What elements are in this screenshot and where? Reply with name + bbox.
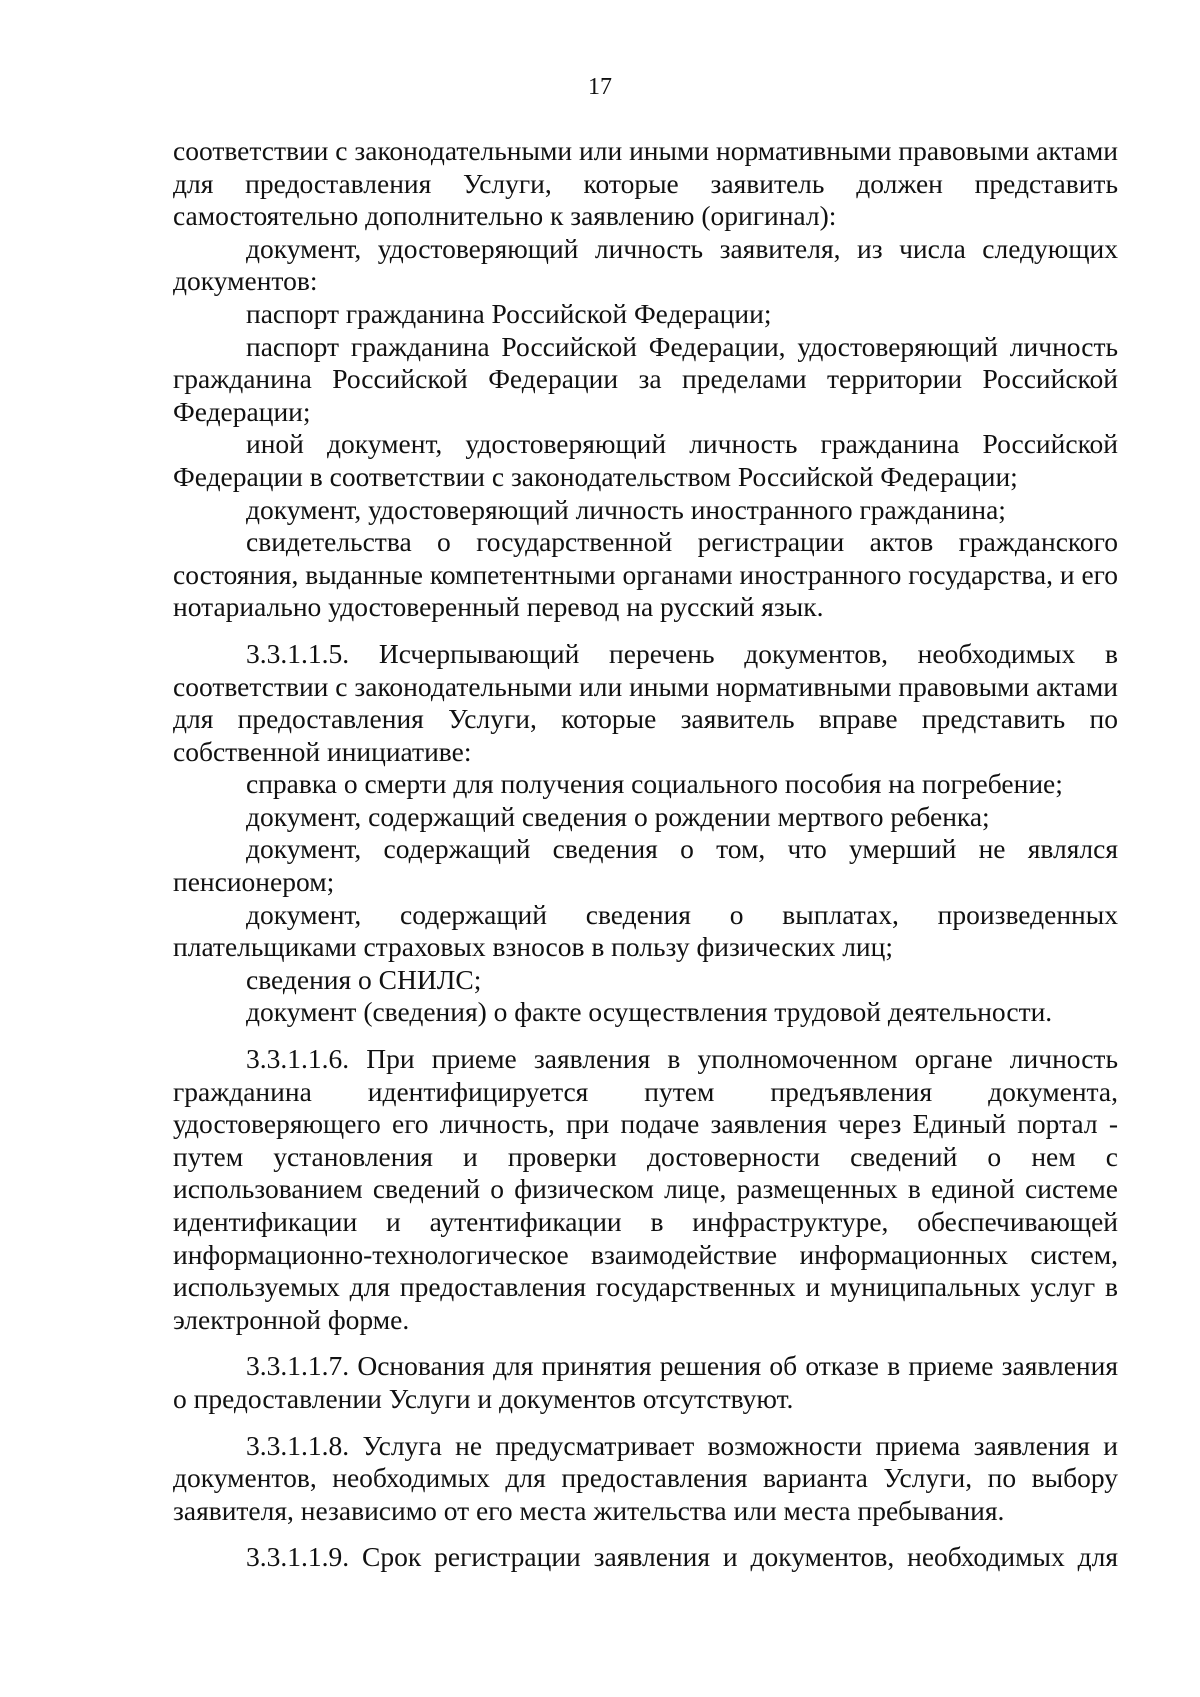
list-item-stillbirth-document: документ, содержащий сведения о рождении мертвого ребенка;: [246, 800, 990, 832]
list-item-death-certificate: справка о смерти для получения социального пособия на погребение;: [246, 768, 1063, 800]
list-item-foreign-passport: паспорт гражданина Российской Федерации, удостоверяющий личность гражданина Российской Федерации за пределами территории Российской Федерации;: [173, 330, 1118, 427]
paragraph-identity-document: документ, удостоверяющий личность заявителя, из числа следующих документов:: [173, 232, 1118, 297]
section-3-3-1-1-5: 3.3.1.1.5. Исчерпывающий перечень документов, необходимых в соответствии с законодательными или иными нормативными правовыми актами для предоставления Услуги, которые заявитель вправе представить по собственной инициативе:: [173, 637, 1118, 767]
list-item-not-pensioner-document: документ, содержащий сведения о том, что умерший не являлся пенсионером;: [173, 833, 1118, 898]
list-item-passport: паспорт гражданина Российской Федерации;: [246, 297, 772, 329]
paragraph-continuation: соответствии с законодательными или иными нормативными правовыми актами для предоставления Услуги, которые заявитель должен представить самостоятельно дополнительно к заявлению (оригинал):: [173, 135, 1118, 232]
document-body: [173, 135, 1118, 1574]
section-3-3-1-1-7: 3.3.1.1.7. Основания для принятия решения об отказе в приеме заявления о предоставлении Услуги и документов отсутствуют.: [173, 1350, 1118, 1414]
list-item-payments-document: документ, содержащий сведения о выплатах, произведенных плательщиками страховых взносов в пользу физических лиц;: [173, 898, 1118, 963]
section-3-3-1-1-8: 3.3.1.1.8. Услуга не предусматривает возможности приема заявления и документов, необходимых для предоставления варианта Услуги, по выбору заявителя, независимо от его места жительства или места пребывания.: [173, 1429, 1118, 1526]
list-item-employment-document: документ (сведения) о факте осуществления трудовой деятельности.: [246, 996, 1053, 1028]
list-item-other-document: иной документ, удостоверяющий личность гражданина Российской Федерации в соответствии с законодательством Российской Федерации;: [173, 428, 1118, 492]
list-item-snils: сведения о СНИЛС;: [246, 963, 482, 995]
list-item-certificates: свидетельства о государственной регистрации актов гражданского состояния, выданные компетентными органами иностранного государства, и его нотариально удостоверенный перевод на русский язык.: [173, 526, 1118, 623]
section-3-3-1-1-9: 3.3.1.1.9. Срок регистрации заявления и документов, необходимых для: [246, 1541, 1118, 1573]
section-3-3-1-1-6: 3.3.1.1.6. При приеме заявления в уполномоченном органе личность гражданина идентифицируется путем предъявления документа, удостоверяющего его личность, при подаче заявления через Единый портал - путем установления и проверки достоверности сведений о нем с использованием сведений о физическом лице, размещенных в единой системе идентификации и аутентификации в инфраструктуре, обеспечивающей информационно-технологическое взаимодействие информационных систем, используемых для предоставления государственных и муниципальных услуг в электронной форме.: [173, 1043, 1118, 1335]
page-number: 17: [588, 74, 612, 100]
list-item-foreign-citizen-document: документ, удостоверяющий личность иностранного гражданина;: [246, 493, 1006, 525]
